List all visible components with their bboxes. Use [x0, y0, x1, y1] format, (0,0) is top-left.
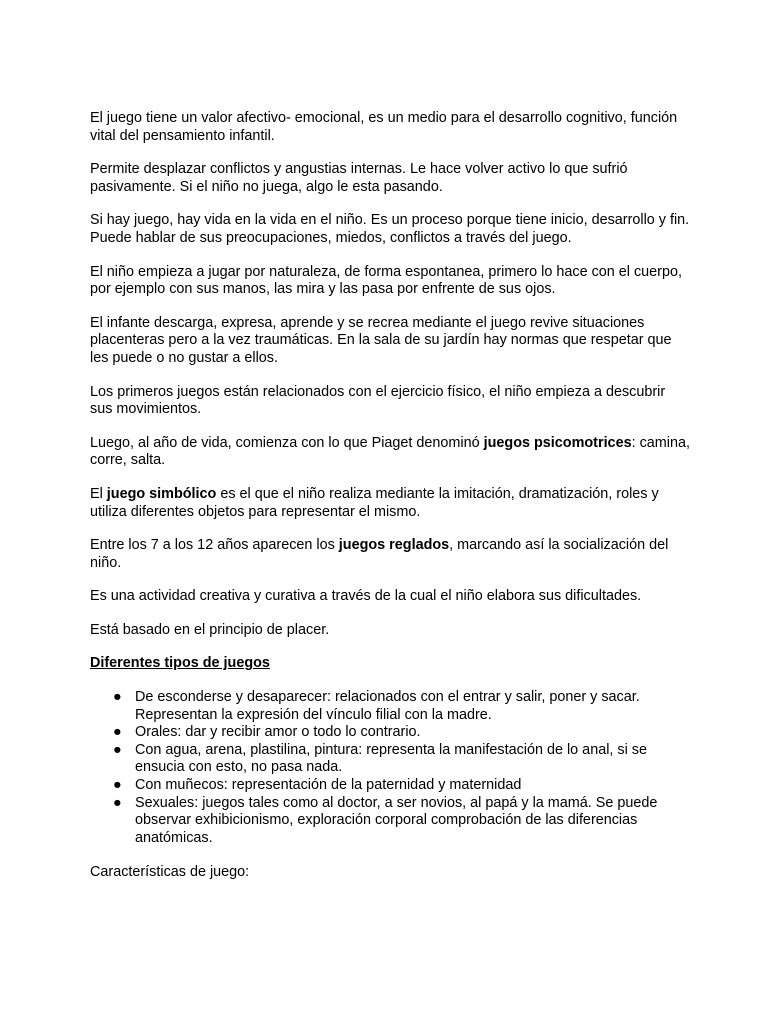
list-item-text: De esconderse y desaparecer: relacionados con el entrar y salir, poner y sacar. Representan la expresión del vínculo filial con la madre. [135, 689, 640, 723]
list-item-text: Orales: dar y recibir amor o todo lo contrario. [135, 724, 421, 741]
paragraph-juego-simbolico [90, 486, 690, 521]
text-run: Entre los 7 a los 12 años aparecen los [90, 537, 339, 554]
paragraph-actividad-creativa: Es una actividad creativa y curativa a través de la cual el niño elabora sus dificultades. [90, 588, 642, 605]
paragraph-primeros-juegos: Los primeros juegos están relacionados con el ejercicio físico, el niño empieza a descubrir sus movimientos. [90, 383, 666, 418]
bullet-icon: ● [113, 724, 122, 741]
paragraph-juegos-reglados [90, 537, 690, 572]
bullet-icon: ● [113, 741, 122, 758]
paragraph-empieza-a-jugar: El niño empieza a jugar por naturaleza, de forma espontanea, primero lo hace con el cuerpo, por ejemplo con sus manos, las mira y las pasa por enfrente de sus ojos. [90, 263, 682, 298]
paragraph-valor-afectivo: El juego tiene un valor afectivo- emocional, es un medio para el desarrollo cognitivo, función vital del pensamiento infantil. [90, 110, 678, 144]
bold-term-juegos-reglados: juegos reglados [338, 537, 450, 554]
paragraph-infante-descarga: El infante descarga, expresa, aprende y se recrea mediante el juego revive situaciones placenteras pero a la vez traumáticas. En la sala de su jardín hay normas que respetar que les puede o no gustar a ellos. [90, 314, 672, 366]
list-item-con-agua [90, 742, 690, 777]
list-item-sexuales [90, 795, 690, 848]
list-item-text: Con muñecos: representación de la paternidad y maternidad [135, 777, 522, 794]
bullet-icon: ● [113, 689, 122, 706]
bullet-icon: ● [113, 794, 122, 811]
document-body [90, 110, 690, 882]
text-run: El [90, 485, 107, 502]
paragraph-desplazar-conflictos: Permite desplazar conflictos y angustias internas. Le hace volver activo lo que sufrió pasivamente. Si el niño no juega, algo le esta pasando. [90, 161, 628, 195]
list-item-orales [90, 724, 690, 742]
section-heading-tipos-de-juegos: Diferentes tipos de juegos [90, 655, 270, 672]
list-item-text: Con agua, arena, plastilina, pintura: representa la manifestación de lo anal, si se ensucia con esto, no pasa nada. [135, 741, 647, 776]
types-list [90, 689, 690, 847]
text-run: es el que el niño realiza mediante la imitación, dramatización, roles y utiliza diferentes objetos para representar el mismo. [90, 485, 659, 520]
text-run: , marcando así la socialización del niño. [90, 537, 669, 571]
text-run: : camina, corre, salta. [90, 434, 690, 469]
list-item-esconderse [90, 689, 690, 724]
text-run: Luego, al año de vida, comienza con lo que Piaget denominó [90, 434, 484, 451]
list-item-text: Sexuales: juegos tales como al doctor, a ser novios, al papá y la mamá. Se puede observar exhibicionismo, exploración corporal comprobación de las diferencias anatómicas. [135, 794, 658, 846]
paragraph-caracteristicas-de-juego: Características de juego: [90, 864, 250, 881]
paragraph-principio-de-placer: Está basado en el principio de placer. [90, 621, 330, 638]
list-item-con-munecos [90, 777, 690, 795]
bold-term-juego-simbolico: juego simbólico [106, 485, 217, 502]
paragraph-hay-juego-hay-vida: Si hay juego, hay vida en la vida en el niño. Es un proceso porque tiene inicio, desarrollo y fin. Puede hablar de sus preocupaciones, miedos, conflictos a través del juego. [90, 212, 690, 246]
paragraph-juegos-psicomotrices [90, 435, 690, 470]
bullet-icon: ● [113, 777, 122, 794]
bold-term-juegos-psicomotrices: juegos psicomotrices [483, 434, 632, 451]
